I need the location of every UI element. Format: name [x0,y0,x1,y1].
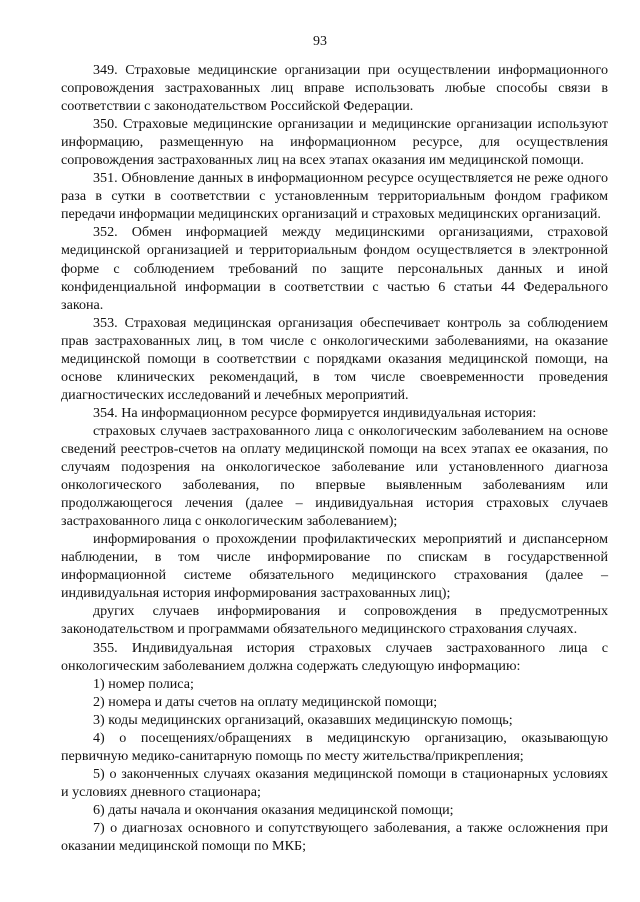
document-body [61,61,608,855]
list-item-1: 1) номер полиса; [93,675,194,692]
list-item-4: 4) о посещениях/обращениях в медицинскую организацию, оказывающую первичную медико-санитарную помощь по месту жительства/прикрепления; [61,729,608,764]
list-item-6: 6) даты начала и окончания оказания медицинской помощи; [93,801,454,818]
paragraph-353: 353. Страховая медицинская организация обеспечивает контроль за соблюдением прав застрахованных лиц, в том числе с онкологическими заболеваниями, на оказание медицинской помощи в соответствии с порядками оказания медицинской помощи, на основе клинических рекомендаций, в том числе своевременности проведения диагностических исследований и лечебных мероприятий. [61,314,608,403]
paragraph-354-item-other-cases: других случаев информирования и сопровождения в предусмотренных законодательством и программами обязательного медицинского страхования случаях. [61,603,608,638]
paragraph-355: 355. Индивидуальная история страховых случаев застрахованного лица с онкологическим заболеванием должна содержать следующую информацию: [61,639,608,674]
paragraph-352: 352. Обмен информацией между медицинскими организациями, страховой медицинской организацией и территориальным фондом осуществляется в электронной форме с соблюдением требований по защите персональных данных и иной конфиденциальной информации в соответствии с частью 6 статьи 44 Федерального закона. [61,224,608,313]
paragraph-350: 350. Страховые медицинские организации и медицинские организации используют информацию, размещенную на информационном ресурсе, для осуществления сопровождения застрахованных лиц на всех этапах оказания им медицинской помощи. [61,116,608,169]
paragraph-349: 349. Страховые медицинские организации при осуществлении информационного сопровождения застрахованных лиц вправе использовать любые способы связи в соответствии с законодательством Российской Федерации. [61,62,608,115]
paragraph-351: 351. Обновление данных в информационном ресурсе осуществляется не реже одного раза в сутки в соответствии с установленным территориальным фондом графиком передачи информации медицинских организаций и страховых медицинских организаций. [61,170,608,223]
paragraph-354-item-informing: информирования о прохождении профилактических мероприятий и диспансерном наблюдении, в том числе информирование по спискам в государственной информационной системе обязательного медицинского страхования (далее – индивидуальная история информирования застрахованных лиц); [61,531,608,602]
list-item-3: 3) коды медицинских организаций, оказавших медицинскую помощь; [93,711,513,728]
list-item-2: 2) номера и даты счетов на оплату медицинской помощи; [93,693,438,710]
list-item-5: 5) о законченных случаях оказания медицинской помощи в стационарных условиях и условиях дневного стационара; [61,765,608,800]
paragraph-354-item-insurance-cases: страховых случаев застрахованного лица с онкологическим заболеванием на основе сведений реестров-счетов на оплату медицинской помощи на всех этапах ее оказания, по случаям подозрения на онкологическое заболевание или установленного диагноза онкологического заболевания, по впервые выявленным заболеваниям или продолжающегося лечения (далее – индивидуальная история страховых случаев застрахованного лица с онкологическим заболеванием); [61,422,608,530]
list-item-7: 7) о диагнозах основного и сопутствующего заболевания, а также осложнения при оказании медицинской помощи по МКБ; [61,819,608,855]
page-number: 93 [313,34,327,49]
paragraph-354: 354. На информационном ресурсе формируется индивидуальная история: [93,404,537,421]
